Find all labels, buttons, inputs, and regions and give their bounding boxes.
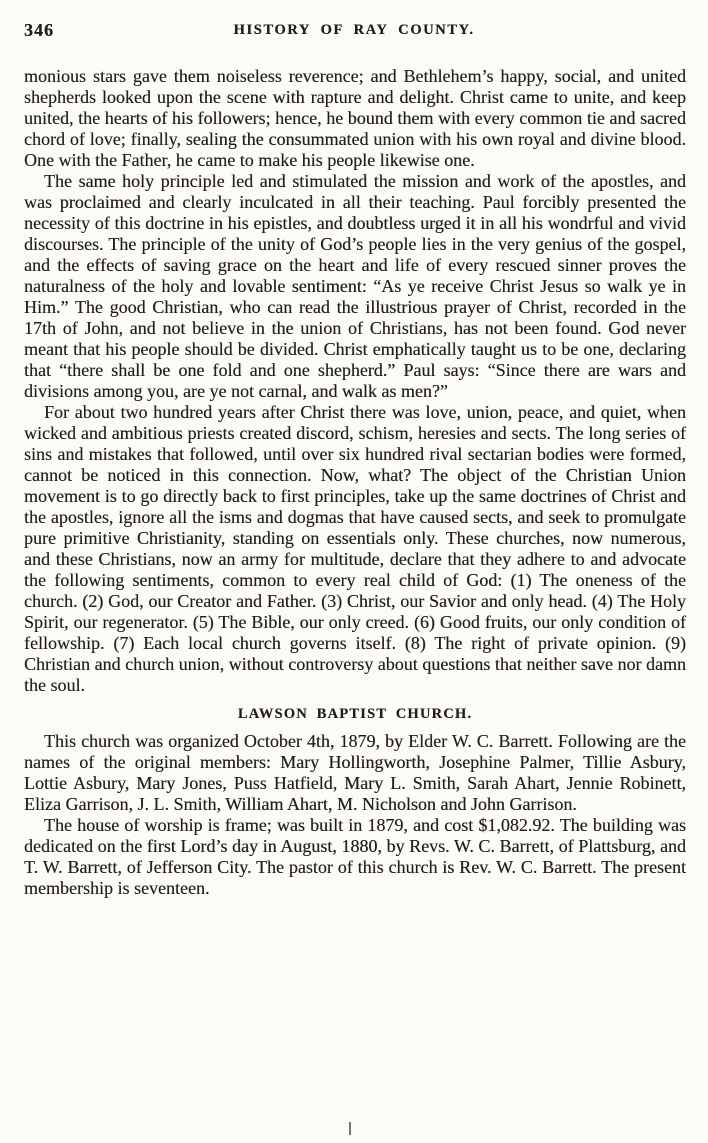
body-paragraph: For about two hundred years after Christ there was love, union, peace, and quiet, when wicked and ambitious priests created discord, schism, heresies and sects. The long series of sins and mistakes that followed, until over six hundred rival sectarian bodies were formed, cannot be noticed in this connection. Now, what? The object of the Christian Union movement is to go directly back to first principles, take up the same doctrines of Christ and the apostles, ignore all the isms and dogmas that have caused sects, and seek to promulgate pure primitive Christianity, standing on essentials only. These churches, now numerous, and these Christians, now an army for multitude, declare that they adhere to and advocate the following sentiments, common to every real child of God: (1) The oneness of the church. (2) God, our Creator and Father. (3) Christ, our Savior and only head. (4) The Holy Spirit, our regenerator. (5) The Bible, our only creed. (6) Good fruits, our only condition of fellowship. (7) Each local church governs itself. (8) The right of private opinion. (9) Christian and church union, without controversy about questions that neither save nor damn the soul. xyxy=(24,402,686,695)
page-number: 346 xyxy=(24,20,54,40)
section-heading: LAWSON BAPTIST CHURCH. xyxy=(237,706,473,722)
scan-artifact-mark xyxy=(349,1122,351,1135)
running-title: HISTORY OF RAY COUNTY. xyxy=(233,22,475,38)
page-header xyxy=(0,0,708,56)
body-paragraph: This church was organized October 4th, 1879, by Elder W. C. Barrett. Following are the names of the original members: Mary Hollingworth, Josephine Palmer, Tillie Asbury, Lottie Asbury, Mary Jones, Puss Hatfield, Mary L. Smith, Sarah Ahart, Jennie Robinett, Eliza Garrison, J. L. Smith, William Ahart, M. Nicholson and John Garrison. xyxy=(24,731,686,814)
body-paragraph-continuation: monious stars gave them noiseless reverence; and Bethlehem’s happy, social, and united shepherds looked upon the scene with rapture and delight. Christ came to unite, and keep united, the hearts of his followers; hence, he bound them with every common tie and sacred chord of love; finally, sealing the consummated union with his own royal and divine blood. One with the Father, he came to make his people likewise one. xyxy=(24,66,686,170)
body-paragraph: The same holy principle led and stimulated the mission and work of the apostles, and was proclaimed and clearly inculcated in all their teaching. Paul forcibly presented the necessity of this doctrine in his epistles, and doubtless urged it in all his wondrful and vivid discourses. The principle of the unity of God’s people lies in the very genius of the gospel, and the effects of saving grace on the heart and life of every rescued sinner proves the naturalness of the holy and lovable sentiment: “As ye receive Christ Jesus so walk ye in Him.” The good Christian, who can read the illustrious prayer of Christ, recorded in the 17th of John, and not believe in the union of Christians, has not been found. God never meant that his people should be divided. Christ emphatically taught us to be one, declaring that “there shall be one fold and one shepherd.” Paul says: “Since there are wars and divisions among you, are ye not carnal, and walk as men?” xyxy=(24,171,686,401)
page-body xyxy=(0,56,708,899)
body-paragraph: The house of worship is frame; was built in 1879, and cost $1,082.92. The building was dedicated on the first Lord’s day in August, 1880, by Revs. W. C. Barrett, of Plattsburg, and T. W. Barrett, of Jefferson City. The pastor of this church is Rev. W. C. Barrett. The present membership is seventeen. xyxy=(24,815,686,898)
